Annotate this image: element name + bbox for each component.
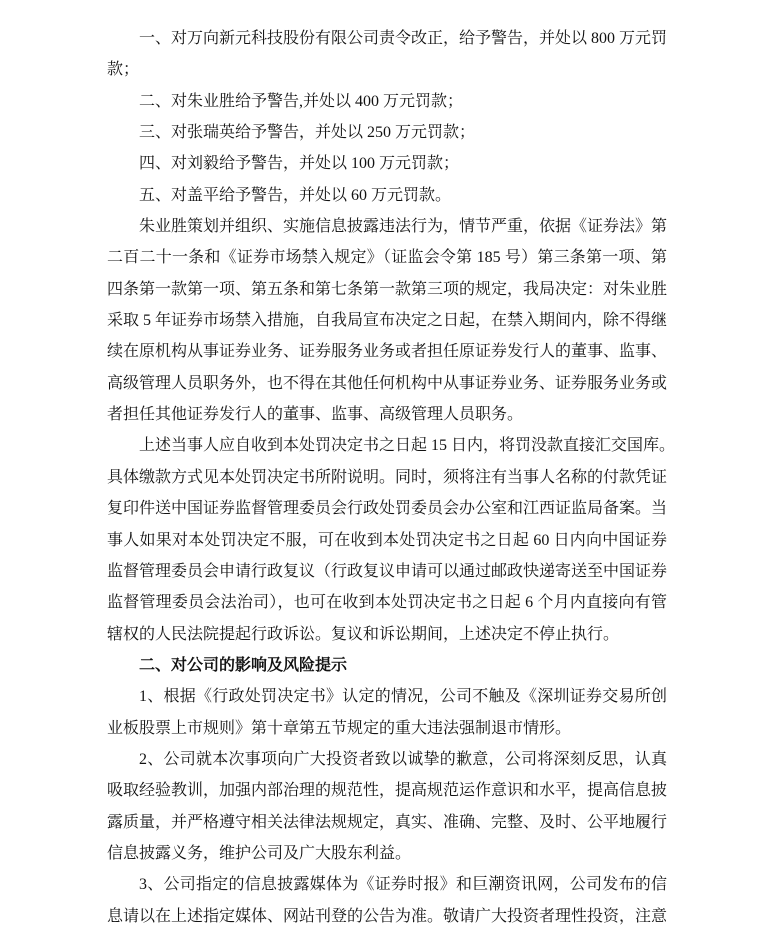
- paragraph: [107, 681, 667, 744]
- paragraph: [107, 23, 667, 86]
- document-body: [107, 23, 676, 932]
- text-line: 事人如果对本处罚决定不服，可在收到本处罚决定书之日起 60 日内向中国证券: [107, 531, 667, 549]
- text-line: 三、对张瑞英给予警告，并处以 250 万元罚款；: [139, 124, 476, 142]
- paragraph: [107, 117, 667, 148]
- paragraph: [107, 430, 676, 649]
- paragraph: [107, 211, 667, 430]
- text-line: 业板股票上市规则》第十章第五节规定的重大违法强制退市情形。: [107, 719, 572, 737]
- text-line: 上述当事人应自收到本处罚决定书之日起 15 日内，将罚没款直接汇交国库。: [139, 437, 676, 455]
- text-line: 二百二十一条和《证券市场禁入规定》（证监会令第 185 号）第三条第一项、第: [107, 249, 667, 267]
- paragraph: [107, 869, 667, 932]
- text-line: 辖权的人民法院提起行政诉讼。复议和诉讼期间，上述决定不停止执行。: [107, 625, 620, 643]
- text-line: 息请以在上述指定媒体、网站刊登的公告为准。敬请广大投资者理性投资，注意: [107, 907, 668, 925]
- text-line: 采取 5 年证券市场禁入措施，自我局宣布决定之日起，在禁入期间内，除不得继: [107, 312, 668, 330]
- text-line: 露质量，并严格遵守相关法律法规规定，真实、准确、完整、及时、公平地履行: [107, 813, 668, 831]
- text-line: 吸取经验教训，加强内部治理的规范性，提高规范运作意识和水平，提高信息披: [107, 782, 668, 800]
- paragraph: [107, 180, 667, 211]
- text-line: 款；: [107, 61, 140, 79]
- text-line: 朱业胜策划并组织、实施信息披露违法行为，情节严重，依据《证券法》第: [139, 218, 668, 236]
- text-line: 1、根据《行政处罚决定书》认定的情况，公司不触及《深圳证券交易所创: [139, 688, 667, 706]
- text-line: 复印件送中国证券监督管理委员会行政处罚委员会办公室和江西证监局备案。当: [107, 500, 668, 518]
- text-line: 3、公司指定的信息披露媒体为《证券时报》和巨潮资讯网，公司发布的信: [139, 876, 667, 894]
- paragraph: [107, 744, 667, 869]
- text-line: 二、对公司的影响及风险提示: [139, 656, 348, 674]
- section-heading: [107, 650, 667, 681]
- paragraph: [107, 148, 667, 179]
- paragraph: [107, 86, 667, 117]
- text-line: 五、对盖平给予警告，并处以 60 万元罚款。: [139, 186, 452, 204]
- text-line: 一、对万向新元科技股份有限公司责令改正，给予警告，并处以 800 万元罚: [139, 30, 668, 47]
- text-line: 续在原机构从事证券业务、证券服务业务或者担任原证券发行人的董事、监事、: [107, 343, 668, 361]
- text-line: 四条第一款第一项、第五条和第七条第一款第三项的规定，我局决定：对朱业胜: [107, 280, 668, 298]
- text-line: 信息披露义务，维护公司及广大股东利益。: [107, 844, 412, 862]
- text-line: 监督管理委员会申请行政复议（行政复议申请可以通过邮政快递寄送至中国证券: [107, 562, 668, 580]
- text-line: 高级管理人员职务外，也不得在其他任何机构中从事证券业务、证券服务业务或: [107, 374, 668, 392]
- text-line: 二、对朱业胜给予警告,并处以 400 万元罚款；: [139, 92, 464, 110]
- text-line: 者担任其他证券发行人的董事、监事、高级管理人员职务。: [107, 406, 524, 424]
- text-line: 监督管理委员会法治司），也可在收到本处罚决定书之日起 6 个月内直接向有管: [107, 594, 667, 612]
- text-line: 具体缴款方式见本处罚决定书所附说明。同时，须将注有当事人名称的付款凭证: [107, 468, 668, 486]
- text-line: 四、对刘毅给予警告，并处以 100 万元罚款；: [139, 155, 460, 173]
- text-line: 2、公司就本次事项向广大投资者致以诚挚的歉意，公司将深刻反思，认真: [139, 750, 667, 768]
